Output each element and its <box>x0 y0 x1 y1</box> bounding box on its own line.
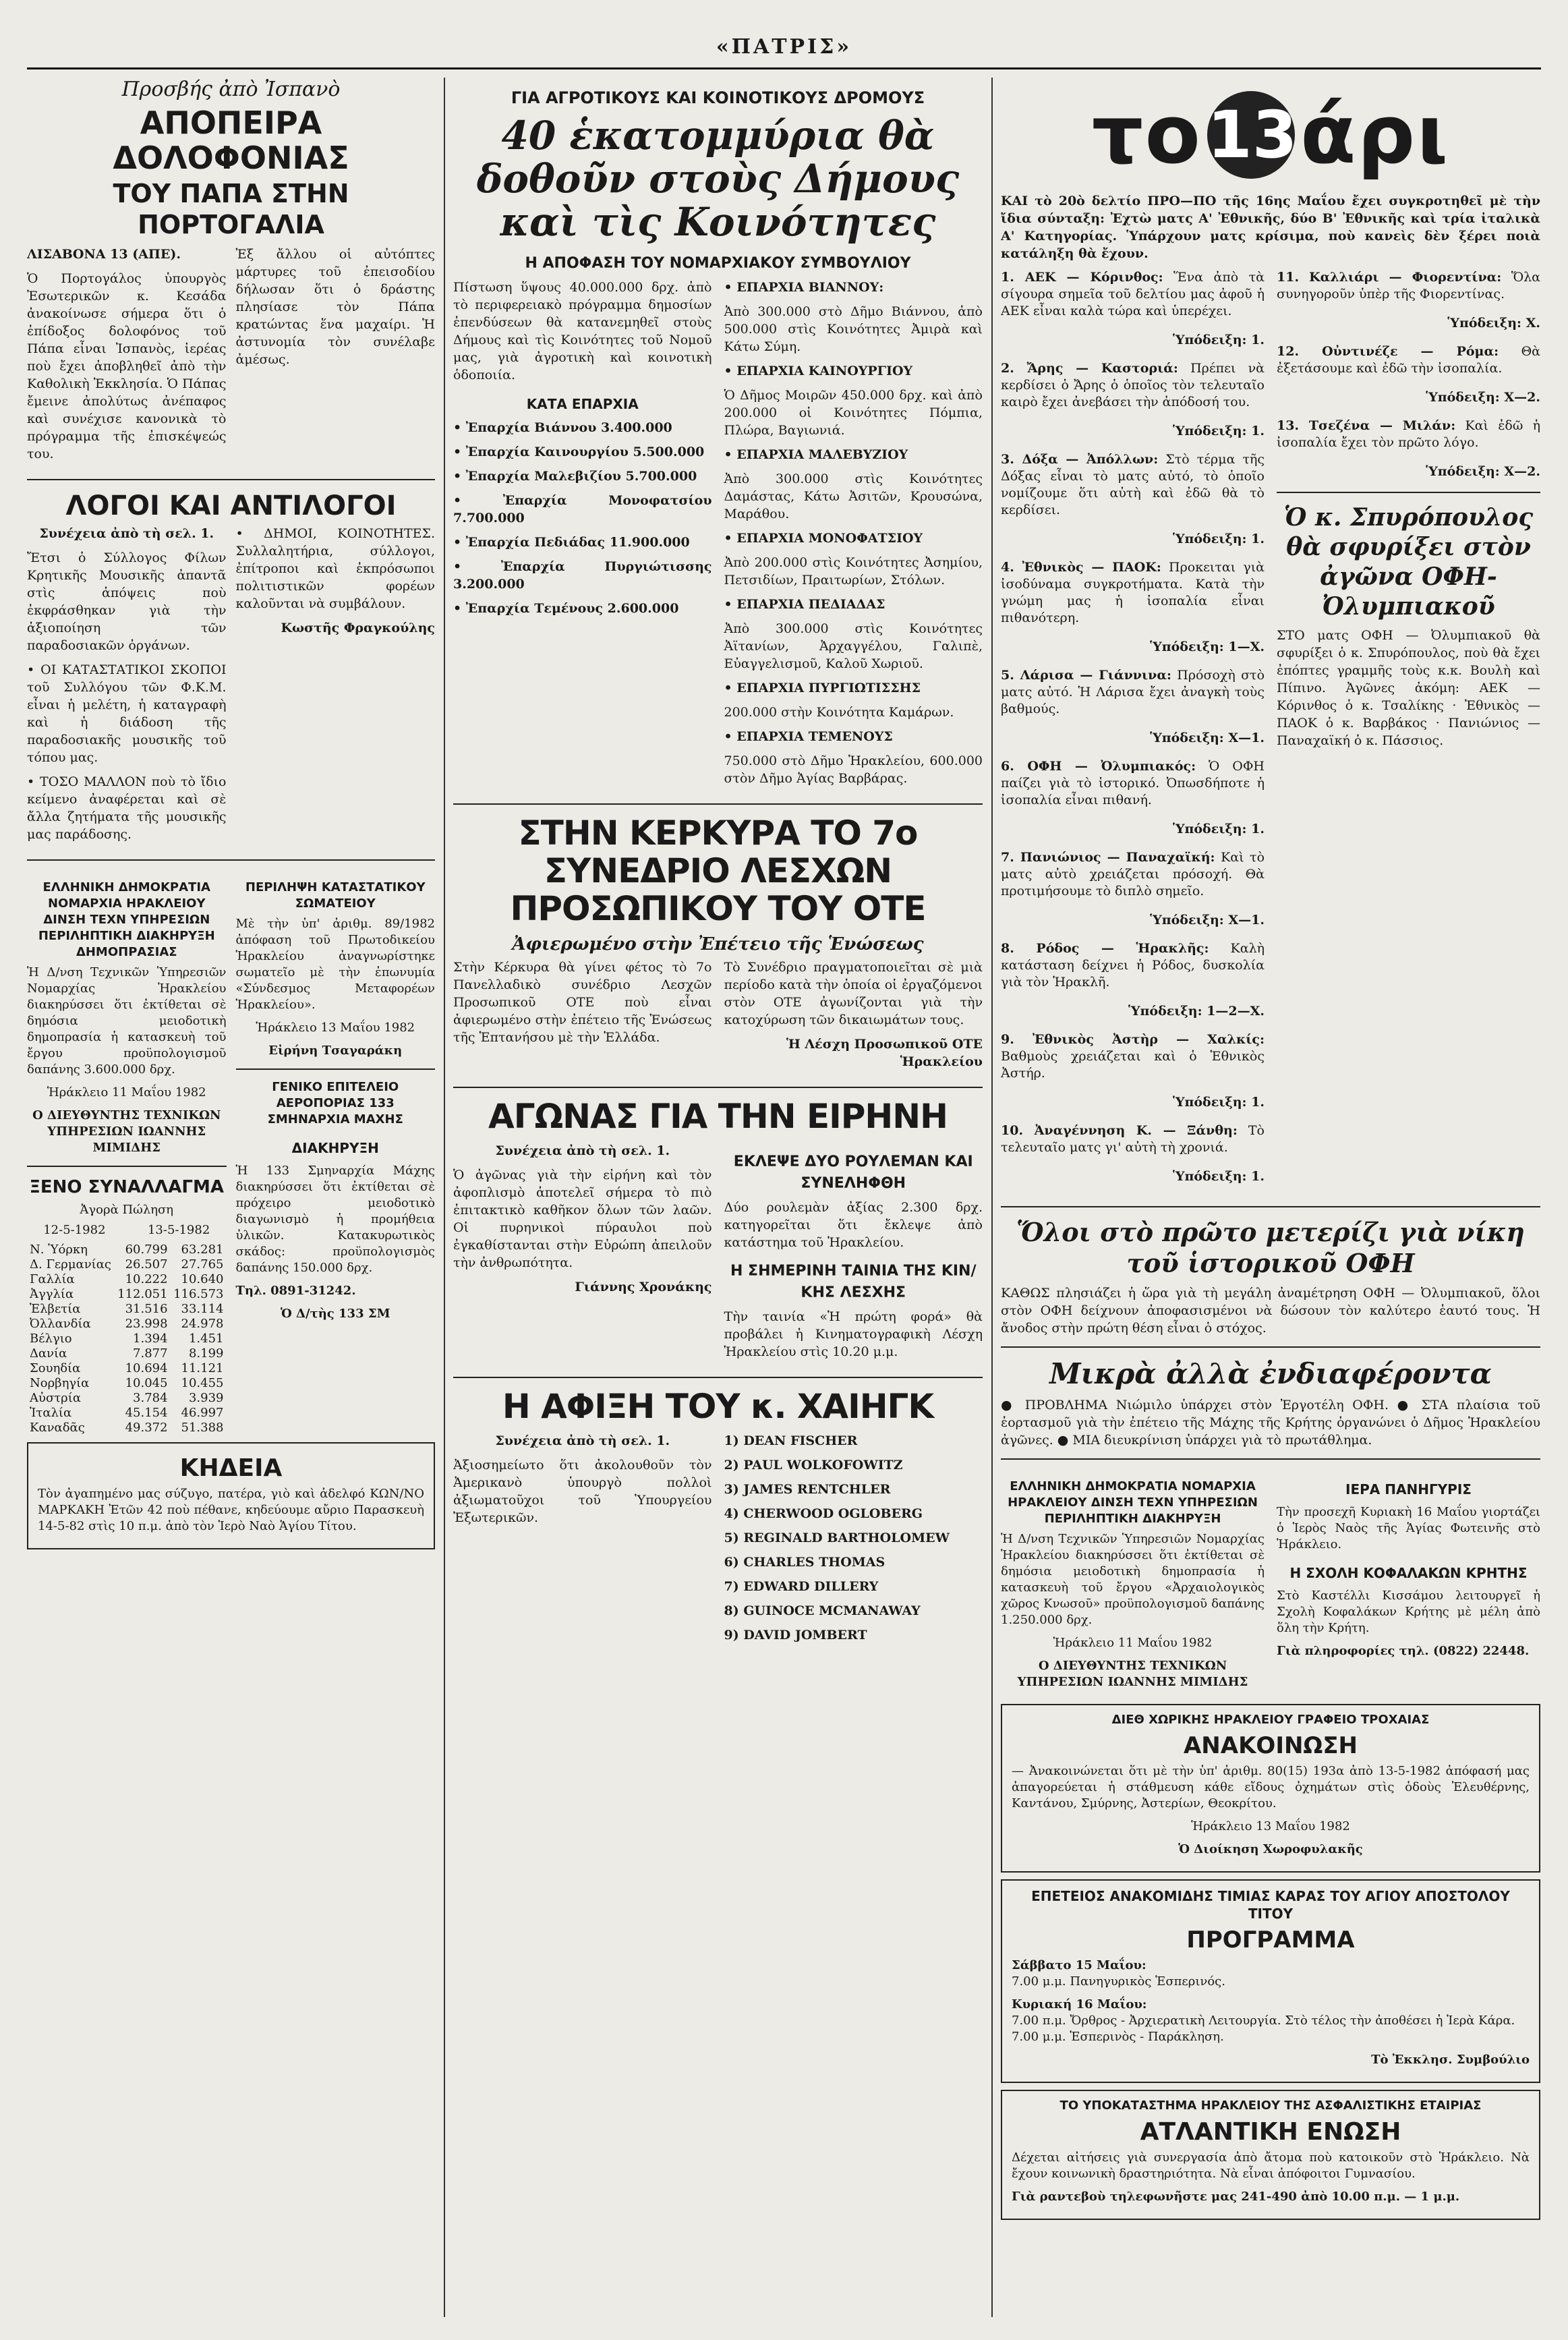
match-paragraph <box>1001 1122 1265 1156</box>
notice-title: ΑΤΛΑΝΤΙΚΗ ΕΝΩΣΗ <box>1140 2118 1401 2146</box>
notice-header: ΕΛΛΗΝΙΚΗ ΔΗΜΟΚΡΑΤΙΑ ΝΟΜΑΡΧΙΑ ΗΡΑΚΛΕΙΟΥ ΔΙΝΣΗ ΤΕΧΝ ΥΠΗΡΕΣΙΩΝ ΠΕΡΙΛΗΠΤΙΚΗ ΔΙΑΚΗΡΥΞΗ <box>1008 1479 1258 1526</box>
headline: ΤΟΥ ΠΑΠΑ ΣΤΗΝ ΠΟΡΤΟΓΑΛΙΑ <box>113 179 349 239</box>
fx-row <box>27 1287 227 1302</box>
headline: Μικρὰ ἀλλὰ ἐνδιαφέροντα <box>1049 1357 1492 1390</box>
match-item <box>1001 1031 1265 1110</box>
continuation-note: Συνέχεια ἀπὸ τὴ σελ. 1. <box>495 1433 670 1448</box>
name-item: 4) CHERWOOD OGLOBERG <box>724 1506 923 1521</box>
fx-currency: Νορβηγία <box>30 1376 90 1390</box>
brief-title: Η ΣΗΜΕΡΙΝΗ ΤΑΙΝΙΑ ΤΗΣ ΚΙΝ/ΚΗΣ ΛΕΣΧΗΣ <box>730 1263 977 1301</box>
pools-logo <box>1001 78 1540 192</box>
match-tip: Ὑπόδειξη: Χ. <box>1447 316 1540 331</box>
notice-date: Ἡράκλειο 11 Μαΐου 1982 <box>1053 1636 1213 1650</box>
province-text: 750.000 στὸ Δῆμο Ἡρακλείου, 600.000 στὸν Δῆμο Ἀγίας Βαρβάρας. <box>724 753 983 786</box>
program-day: Σάββατο 15 Μαΐου: <box>1012 1958 1146 1972</box>
column-left <box>27 78 435 2324</box>
fx-currency: Ἰταλία <box>30 1406 72 1420</box>
allocation-item: • Ἐπαρχία Μονοφατσίου 7.700.000 <box>453 493 712 525</box>
article-text: Ἐξ ἄλλου οἱ αὐτόπτες μάρτυρες τοῦ ἐπεισοδίου δήλωσαν ὅτι ὁ δράστης πλησίασε τὸν Πάπα κρατώντας ἕνα μαχαίρι. Ἡ ἀστυνομία τὸν συνέλαβε ἀμέσως. <box>235 247 435 367</box>
province-name: • ΕΠΑΡΧΙΑ ΤΕΜΕΝΟΥΣ <box>724 729 893 744</box>
fx-currency: Δανία <box>30 1346 67 1361</box>
notice-date: Ἡράκλειο 13 Μαΐου 1982 <box>256 1021 415 1035</box>
match-paragraph <box>1001 360 1265 411</box>
match-tip: Ὑπόδειξη: 1. <box>1172 532 1265 546</box>
province-text: 200.000 στὴν Κοινότητα Καμάρων. <box>724 705 954 720</box>
fx-rate: 60.799 <box>125 1243 168 1257</box>
allocation-item: • Ἐπαρχία Καινουργίου 5.500.000 <box>453 445 705 459</box>
headline: 40 ἑκατομμύρια θὰ δοθοῦν στοὺς Δήμους καὶ τὶς Κοινότητες <box>476 113 960 245</box>
name-item: 9) DAVID JOMBERT <box>724 1628 867 1643</box>
province-text: Ἀπὸ 200.000 στὶς Κοινότητες Ἀσημίου, Πετσιδίων, Πραιτωρίων, Στόλων. <box>724 555 983 588</box>
masthead: «ΠΑΤΡΙΣ» <box>716 35 852 59</box>
fx-rate: 51.388 <box>181 1421 224 1435</box>
article-text: • ΟΙ ΚΑΤΑΣΤΑΤΙΚΟΙ ΣΚΟΠΟΙ τοῦ Συλλόγου τῶν Φ.Κ.Μ. εἶναι ἡ μελέτη, ἡ καταγραφὴ καὶ ἡ διάδοση τῆς παραδοσιακῆς μουσικῆς τοῦ τόπου μας. <box>27 662 227 765</box>
match-title: 6. ΟΦΗ — Ὀλυμπιακός: <box>1001 759 1196 774</box>
match-tip: Ὑπόδειξη: 1. <box>1172 1095 1265 1110</box>
fx-row <box>27 1302 227 1317</box>
fx-currency: Δ. Γερμανίας <box>30 1257 111 1272</box>
masthead-rule <box>27 67 1541 69</box>
match-paragraph <box>1001 269 1265 320</box>
article-text: Στὴν Κέρκυρα θὰ γίνει φέτος τὸ 7ο Πανελλαδικὸ συνέδριο Λεσχῶν Προσωπικοῦ ΟΤΕ ποὺ εἶναι ἀφιερωμένο στὴν ἐπέτειο τῆς Ἑνώσεως τῆς Ἑπτανήσου μὲ τὴν Ἑλλάδα. <box>453 960 712 1045</box>
province-name: • ΕΠΑΡΧΙΑ ΜΟΝΟΦΑΤΣΙΟΥ <box>724 531 923 546</box>
notice-text: Μὲ τὴν ὑπ' ἀριθμ. 89/1982 ἀπόφαση τοῦ Πρωτοδικείου Ἡρακλείου ἀναγνωρίστηκε σωματεῖο μὲ τὴν ἐπωνυμία «Σύνδεσμος Μεταφορέων Ἡρακλείου». <box>235 917 435 1012</box>
province-text: Ἀπὸ 300.000 στὶς Κοινότητες Ἀϊτανίων, Ἀρχαγγέλου, Γαλιπὲ, Εὐαγγελισμοῦ, Καλοῦ Χωριοῦ. <box>724 621 983 671</box>
fx-rate: 1.451 <box>188 1332 224 1346</box>
notice-header: ΕΛΛΗΝΙΚΗ ΔΗΜΟΚΡΑΤΙΑ ΝΟΜΑΡΧΙΑ ΗΡΑΚΛΕΙΟΥ ΔΙΝΣΗ ΤΕΧΝ ΥΠΗΡΕΣΙΩΝ ΠΕΡΙΛΗΠΤΙΚΗ ΔΙΑΚΗΡΥΞΗ ΔΗΜΟΠΡΑΣΙΑΣ <box>38 880 215 959</box>
match-tip: Ὑπόδειξη: Χ—1. <box>1150 731 1265 745</box>
logo-text: άρι <box>1300 88 1450 182</box>
match-text: Πρόσοχὴ στὸ ματς αὐτό. Ἡ Λάρισα ἔχει ἀναγκὴ τοὺς βαθμούς. <box>1001 668 1265 716</box>
match-item <box>1277 269 1540 331</box>
notice-text: Δέχεται αἰτήσεις γιὰ συνεργασία ἀπὸ ἄτομα ποὺ κατοικοῦν στὸ Ἡράκλειο. Νὰ ἔχουν κοινωνικὴ δραστηριότητα. Νὰ εἶναι ἀπόφοιτοι Γυμνασίου. <box>1012 2150 1530 2181</box>
obituary-title: ΚΗΔΕΙΑ <box>179 1454 283 1482</box>
match-text: Καλὴ κατάσταση δείχνει ἡ Ρόδος, δυσκολία γιὰ τὸν Ἡρακλῆ. <box>1001 941 1265 990</box>
dateline: ΛΙΣΑΒΟΝΑ 13 (ΑΠΕ). <box>27 247 181 262</box>
fx-row <box>27 1376 227 1391</box>
fx-currency: Καναδᾶς <box>30 1421 85 1435</box>
author: Κωστῆς Φραγκούλης <box>281 621 435 635</box>
fx-rate: 31.516 <box>125 1302 168 1316</box>
fx-row <box>27 1346 227 1361</box>
fx-rate: 1.394 <box>133 1332 168 1346</box>
column-rule <box>991 78 993 2317</box>
match-text: Τὸ τελευταῖο ματς γι' αὐτὴ τὴ χρονιά. <box>1001 1123 1265 1155</box>
article-text: • ΤΟΣΟ ΜΑΛΛΟΝ ποὺ τὸ ἴδιο κείμενο ἀναφέρεται καὶ σὲ ἄλλα ζητήματα τῆς μουσικῆς μας παράδοσης. <box>27 774 227 842</box>
match-paragraph <box>1001 1031 1265 1082</box>
notice-header: ΠΕΡΙΛΗΨΗ ΚΑΤΑΣΤΑΤΙΚΟΥ ΣΩΜΑΤΕΙΟΥ <box>245 880 426 911</box>
notice-text: Τὴν προσεχῆ Κυριακὴ 16 Μαΐου γιορτάζει ὁ Ἱερὸς Ναὸς τῆς Ἁγίας Φωτεινῆς στὸ Ἡράκλειο. <box>1277 1505 1540 1551</box>
match-title: 9. Ἐθνικὸς Ἀστὴρ — Χαλκίς: <box>1001 1032 1265 1047</box>
province-name: • ΕΠΑΡΧΙΑ ΚΑΙΝΟΥΡΓΙΟΥ <box>724 364 913 378</box>
brief-text: Δύο ρουλεμὰν ἀξίας 2.300 δρχ. κατηγορεῖται ὅτι ἔκλεψε ἀπὸ κατάστημα τοῦ Ἡρακλείου. <box>724 1200 983 1250</box>
match-item <box>1001 451 1265 546</box>
notice-title: ΠΡΟΓΡΑΜΜΑ <box>1186 1927 1355 1953</box>
fx-row <box>27 1317 227 1332</box>
headline: Ὅλοι στὸ πρῶτο μετερίζι γιὰ νίκη τοῦ ἱστορικοῦ ΟΦΗ <box>1016 1217 1525 1278</box>
match-text: Καὶ τὸ ματς αὐτὸ χρειάζεται πρόσοχή. Θὰ προτιμήσουμε τὸ διπλὸ σημεῖο. <box>1001 850 1265 898</box>
notice-signature: Τὸ Ἐκκλησ. Συμβούλιο <box>1371 2053 1530 2067</box>
fx-row <box>27 1332 227 1346</box>
match-title: 3. Δόξα — Ἀπόλλων: <box>1001 452 1159 467</box>
notice-text: Ἡ Δ/νση Τεχνικῶν Ὑπηρεσιῶν Νομαρχίας Ἡρακλείου διακηρύσσει ὅτι ἐκτίθεται σὲ δημόσια μειοδοτικὴ δημοπρασία ἡ κατασκευὴ τοῦ ἔργου προϋπολογισμοῦ δαπάνης 3.600.000 δρχ. <box>27 965 227 1077</box>
match-paragraph <box>1277 343 1540 377</box>
fx-rate: 10.045 <box>125 1376 168 1390</box>
match-paragraph <box>1001 451 1265 519</box>
match-tip: Ὑπόδειξη: 1—2—Χ. <box>1128 1004 1265 1019</box>
province-name: • ΕΠΑΡΧΙΑ ΠΕΔΙΑΔΑΣ <box>724 597 885 612</box>
name-item: 5) REGINALD BARTHOLOMEW <box>724 1531 950 1545</box>
fx-subtitle: Ἀγορὰ Πώληση <box>80 1203 174 1217</box>
match-title: 11. Καλλιάρι — Φιορεντίνα: <box>1277 270 1502 285</box>
continuation-note: Συνέχεια ἀπὸ τὴ σελ. 1. <box>39 526 214 541</box>
match-title: 10. Ἀναγέννηση Κ. — Ξάνθη: <box>1001 1123 1238 1138</box>
match-list <box>1277 269 1540 479</box>
program-text: 7.00 π.μ. Ὄρθρος - Ἀρχιερατικὴ Λειτουργία. Στὸ τέλος τὴν ἀποθέσει ἡ Ἱερὰ Κάρα. <box>1012 2014 1515 2028</box>
fx-rate: 10.222 <box>125 1272 168 1286</box>
match-item <box>1001 940 1265 1019</box>
fx-rate: 63.281 <box>181 1243 224 1257</box>
fx-currency: Γαλλία <box>30 1272 75 1286</box>
article-text: ● ΠΡΟΒΛΗΜΑ Νιώμιλο ὑπάρχει στὸν Ἐργοτέλη ΟΦΗ. ● ΣΤΑ πλαίσια τοῦ ἐορτασμοῦ γιὰ τὴν ἐπέτειο τῆς Μάχης τῆς Κρήτης ὀργανώνει ὁ Δῆμος Ἡρακλείου ἀγῶνες. ● ΜΙΑ διευκρίνιση ὑπάρχει γιὰ τὸ πρωτάθλημα. <box>1001 1398 1540 1448</box>
fx-row <box>27 1406 227 1421</box>
headline: ΑΓΩΝΑΣ ΓΙΑ ΤΗΝ ΕΙΡΗΝΗ <box>488 1097 948 1136</box>
match-title: 7. Πανιώνιος — Παναχαϊκή: <box>1001 850 1215 865</box>
match-title: 4. Ἐθνικὸς — ΠΑΟΚ: <box>1001 560 1161 575</box>
fx-currency: Ἀγγλία <box>30 1287 74 1301</box>
notice-signature: Ο ΔΙΕΥΘΥΝΤΗΣ ΤΕΧΝΙΚΩΝ ΥΠΗΡΕΣΙΩΝ ΙΩΑΝΝΗΣ ΜΙΜΙΔΗΣ <box>32 1108 221 1155</box>
notice-text: — Ἀνακοινώνεται ὅτι μὲ τὴν ὑπ' ἀριθμ. 80(15) 193α ἀπὸ 13-5-1982 ἀπόφασή μας ἀπαγορεύεται ἡ στάθμευση κάθε εἴδους ὀχημάτων στὶς ὁδοὺς Ἐλευθέρνης, Καντάνου, Σμύρνης, Ἀστερίων, Θεοκρίτου. <box>1012 1764 1530 1810</box>
logo-number: 13 <box>1207 91 1295 179</box>
fx-row <box>27 1272 227 1287</box>
column-middle <box>453 78 983 2324</box>
program-day: Κυριακή 16 Μαΐου: <box>1012 1997 1147 2011</box>
match-tip: Ὑπόδειξη: 1. <box>1172 822 1265 836</box>
continuation-note: Συνέχεια ἀπὸ τὴ σελ. 1. <box>495 1143 670 1158</box>
match-text: Ἕνα ἀπὸ τὰ σίγουρα σημεῖα τοῦ δελτίου μας ἀφοῦ ἡ ΑΕΚ εἶναι καλὰ τώρα καὶ ὑπερέχει. <box>1001 270 1265 318</box>
match-item <box>1277 418 1540 479</box>
fx-rate: 3.784 <box>133 1391 168 1405</box>
notice-text: Στὸ Καστέλλι Κισσάμου λειτουργεῖ ἡ Σχολὴ Κοφαλάκων Κρήτης μὲ μέλη ἀπὸ ὅλη τὴν Κρήτη. <box>1277 1589 1540 1635</box>
match-item <box>1001 667 1265 745</box>
logo-text: το <box>1091 88 1202 182</box>
fx-rate: 7.877 <box>133 1346 168 1361</box>
article-lead: ΚΑΙ τὸ 20ὸ δελτίο ΠΡΟ—ΠΟ τῆς 16ης Μαΐου ἔχει συγκροτηθεῖ μὲ τὴν ἴδια σύνταξη: Ἐχτὼ ματς Α' Ἐθνικῆς, δύο Β' Ἐθνικῆς καὶ τρία ἰταλικὰ Α' Κατηγορίας. Ὑπάρχουν ματς κρίσιμα, ποὺ κανεὶς δὲν ξέρει ποιὰ κατάληξη θὰ ἔχουν. <box>1001 194 1540 261</box>
article-kicker: ΓΙΑ ΑΓΡΟΤΙΚΟΥΣ ΚΑΙ ΚΟΙΝΟΤΙΚΟΥΣ ΔΡΟΜΟΥΣ <box>511 88 925 107</box>
allocation-item: • Ἐπαρχία Βιάννου 3.400.000 <box>453 420 672 435</box>
match-paragraph <box>1277 418 1540 451</box>
match-text: Ὅλα συνηγοροῦν ὑπὲρ τῆς Φιορεντίνας. <box>1277 270 1540 302</box>
match-paragraph <box>1277 269 1540 303</box>
province-text: Ἀπὸ 300.000 στὶς Κοινότητες Δαμάστας, Κάτω Ἀσιτῶν, Κρουσώνα, Μαράθου. <box>724 472 983 521</box>
match-item <box>1001 559 1265 654</box>
match-title: 12. Οὐντινέζε — Ρόμα: <box>1277 344 1499 359</box>
notice-header: ΕΠΕΤΕΙΟΣ ΑΝΑΚΟΜΙΔΗΣ ΤΙΜΙΑΣ ΚΑΡΑΣ ΤΟΥ ΑΓΙΟΥ ΑΠΟΣΤΟΛΟΥ ΤΙΤΟΥ <box>1031 1888 1510 1922</box>
match-text: Προκειται γιὰ ἰσοδύναμα συγκροτήματα. Κατὰ τὴν γνώμη μας ἡ ἰσοπαλία εἶναι πιθανότερη. <box>1001 560 1265 625</box>
province-name: • ΕΠΑΡΧΙΑ ΒΙΑΝΝΟΥ: <box>724 280 884 295</box>
fx-rate: 112.051 <box>117 1287 168 1301</box>
fx-date: 13-5-1982 <box>147 1223 210 1237</box>
name-item: 6) CHARLES THOMAS <box>724 1555 885 1570</box>
fx-rate: 49.372 <box>125 1421 168 1435</box>
notice-signature: Ὁ Δ/τὴς 133 ΣΜ <box>280 1307 390 1321</box>
author: Γιάννης Χρονάκης <box>575 1280 712 1294</box>
match-paragraph <box>1001 849 1265 900</box>
match-text: Θὰ ἐξετάσουμε καὶ ἐδῶ τὴν ἰσοπαλία. <box>1277 344 1540 376</box>
allocation-item: • Ἐπαρχία Μαλεβιζίου 5.700.000 <box>453 469 697 484</box>
notice-text: Ἡ Δ/νση Τεχνικῶν Ὑπηρεσιῶν Νομαρχίας Ἡρακλείου διακηρύσσει ὅτι ἐκτίθεται σὲ δημόσια μειοδοτικὴ δημοπρασία ἡ κατασκευὴ τοῦ ἔργου «Ἀρχαιολογικὸς χῶρος Κνωσοῦ» προϋπολογισμοῦ δαπάνης 1.250.000 δρχ. <box>1001 1532 1265 1627</box>
article-text: Ἔτσι ὁ Σύλλογος Φίλων Κρητικῆς Μουσικῆς ἀπαντᾶ στὶς ἀπόψεις ποὺ ἐκφράσθηκαν γιὰ τὴν ἀξιοποίηση τῶν παραδοσιακῶν ὀργάνων. <box>27 550 227 653</box>
match-tip: Ὑπόδειξη: Χ—1. <box>1150 913 1265 928</box>
name-item: 1) DEAN FISCHER <box>724 1433 858 1448</box>
author: Ἡ Λέσχη Προσωπικοῦ ΟΤΕ Ἡρακλείου <box>786 1037 983 1069</box>
match-paragraph <box>1001 559 1265 627</box>
match-title: 2. Ἄρης — Καστοριά: <box>1001 361 1178 376</box>
match-item <box>1001 758 1265 836</box>
match-title: 5. Λάρισα — Γιάννινα: <box>1001 668 1171 683</box>
notice-phone: Γιὰ πληροφορίες τηλ. (0822) 22448. <box>1277 1644 1530 1658</box>
fx-rate: 27.765 <box>181 1257 224 1272</box>
headline: ΑΠΟΠΕΙΡΑ ΔΟΛΟΦΟΝΙΑΣ <box>113 105 349 176</box>
match-text: Πρέπει νὰ κερδίσει ὁ Ἄρης ὁ ὁποῖος τὸν τελευταῖο καιρὸ ἔχει ἀνεβάσει τὴν ἀπόδοσή του. <box>1001 361 1265 409</box>
notice-date: Ἡράκλειο 13 Μαΐου 1982 <box>1191 1819 1350 1833</box>
fx-rate: 8.199 <box>188 1346 224 1361</box>
fx-rate: 46.997 <box>181 1406 224 1420</box>
article-kicker: Προσβής ἀπὸ Ἰσπανὸ <box>121 78 341 101</box>
notice-title: ΑΝΑΚΟΙΝΩΣΗ <box>1183 1732 1358 1759</box>
match-tip: Ὑπόδειξη: 1. <box>1172 1169 1265 1184</box>
column-right <box>1001 78 1540 2324</box>
fx-title: ΞΕΝΟ ΣΥΝΑΛΛΑΓΜΑ <box>29 1177 224 1197</box>
match-text: Καὶ ἐδῶ ἡ ἰσοπαλία ἔχει τὸν πρῶτο λόγο. <box>1277 418 1540 450</box>
fx-rate: 23.998 <box>125 1317 168 1331</box>
notice-signature: Ὁ Διοίκηση Χωροφυλακῆς <box>1178 1842 1363 1856</box>
fx-row <box>27 1391 227 1406</box>
fx-row <box>27 1243 227 1257</box>
article-text: Ὁ Πορτογάλος ὑπουργὸς Ἐσωτερικῶν κ. Κεσάδα ἀνακοίνωσε σήμερα ὅτι ὁ ἐπίδοξος δολοφόνος τοῦ Πάπα εἶναι Ἰσπανὸς, ἰερέας ποὺ ἔχει ἀποβληθεῖ ἀπὸ τὴν Καθολικὴ Ἐκκλησία. Ὁ Πάπας ἔμεινε ἀπολύτως ἀνέπαφος καὶ συνέχισε κανονικὰ τὸ πρόγραμμα τῆς ἐπισκέψεώς του. <box>27 271 227 461</box>
column-rule <box>444 78 445 2317</box>
match-item <box>1001 1122 1265 1184</box>
province-name: • ΕΠΑΡΧΙΑ ΜΑΛΕΒΥΖΙΟΥ <box>724 447 908 462</box>
fx-row <box>27 1361 227 1376</box>
program-text: 7.00 μ.μ. Ἑσπερινὸς - Παράκληση. <box>1012 2030 1224 2044</box>
fx-currency: Αὐστρία <box>30 1391 81 1405</box>
subheadline: Η ΑΠΟΦΑΣΗ ΤΟΥ ΝΟΜΑΡΧΙΑΚΟΥ ΣΥΜΒΟΥΛΙΟΥ <box>525 255 911 272</box>
name-item: 3) JAMES RENTCHLER <box>724 1482 891 1497</box>
notice-text: Ἡ 133 Σμηναρχία Μάχης διακηρύσσει ὅτι ἐκτίθεται σὲ πρόχειρο μειοδοτικὸ διαγωνισμὸ ἡ προμήθεια ὑλικῶν. Κατακυρωτικὸς σκάδος: προϋπολογισμὸς δαπάνης 150.000 δρχ. <box>235 1164 435 1275</box>
fx-rate: 45.154 <box>125 1406 168 1420</box>
headline: Ὁ κ. Σπυρόπουλος θὰ σφυρίξει στὸν ἀγῶνα ΟΦΗ-Ὀλυμπιακοῦ <box>1283 503 1534 621</box>
fx-currency: Ἑλβετία <box>30 1302 81 1316</box>
notice-header: ΓΕΝΙΚΟ ΕΠΙΤΕΛΕΙΟ ΑΕΡΟΠΟΡΙΑΣ 133 ΣΜΗΝΑΡΧΙΑ ΜΑΧΗΣ <box>267 1080 403 1126</box>
notice-signature: Ο ΔΙΕΥΘΥΝΤΗΣ ΤΕΧΝΙΚΩΝ ΥΠΗΡΕΣΙΩΝ ΙΩΑΝΝΗΣ ΜΙΜΙΔΗΣ <box>1017 1659 1248 1689</box>
notice-date: Ἡράκλειο 11 Μαΐου 1982 <box>47 1085 206 1100</box>
match-item <box>1001 360 1265 438</box>
match-tip: Ὑπόδειξη: Χ—2. <box>1426 390 1540 405</box>
notice-signature: Εἰρήνη Τσαγαράκη <box>268 1044 403 1058</box>
article-text: Τὸ Συνέδριο πραγματοποιεῖται σὲ μιὰ περίοδο κατὰ τὴν ὁποία οἱ ἐργαζόμενοι στὸν ΟΤΕ ἀγωνίζονται γιὰ τὴν κατοχύρωση τῶν δικαιωμάτων τους. <box>724 960 983 1027</box>
article-text: ΚΑΘΩΣ πλησιάζει ἡ ὥρα γιὰ τὴ μεγάλη ἀναμέτρηση ΟΦΗ — Ὀλυμπιακοῦ, ὅλοι στὸν ΟΦΗ δείχνουν ἀποφασισμένοι νὰ δώσουν τὸν καλύτερο ἑαυτό τους. Ἡ ἄνοδος στὴν πρώτη θέση εἶναι ὁ στόχος. <box>1001 1286 1540 1336</box>
fx-row <box>27 1421 227 1435</box>
headline: ΣΤΗΝ ΚΕΡΚΥΡΑ ΤΟ 7ο ΣΥΝΕΔΡΙΟ ΛΕΣΧΩΝ ΠΡΟΣΩΠΙΚΟΥ ΤΟΥ ΟΤΕ <box>510 814 926 928</box>
fx-rate: 33.114 <box>181 1302 224 1316</box>
article-text: Ἀξιοσημείωτο ὅτι ἀκολουθοῦν τὸν Ἀμερικανὸ ὑπουργὸ πολλοὶ ἀξιωματοῦχοι τοῦ Ὑπουργείου Ἐξωτερικῶν. <box>453 1458 712 1525</box>
match-paragraph <box>1001 758 1265 809</box>
notice-title: Η ΣΧΟΛΗ ΚΟΦΑΛΑΚΩΝ ΚΡΗΤΗΣ <box>1289 1565 1528 1581</box>
province-text: Ἀπὸ 300.000 στὸ Δῆμο Βιάννου, ἀπὸ 500.000 στὶς Κοινότητες Ἀμιρὰ καὶ Κάτω Σύμη. <box>724 304 983 354</box>
allocation-list <box>453 419 712 617</box>
match-text: Ὁ ΟΦΗ παίζει γιὰ τὸ ἱστορικό. Ὀπωσδήποτε ἡ ἰσοπαλία εἶναι πιθανή. <box>1001 759 1265 807</box>
article-text: ΣΤΟ ματς ΟΦΗ — Ὀλυμπιακοῦ θὰ σφυρίξει ὁ κ. Σπυρόπουλος, ποὺ θὰ ἔχει ἐπόπτες γραμμῆς τοὺς κ.κ. Βουλὴ καὶ Πίπινο. Ἀγῶνες ἀκόμη: ΑΕΚ — Κόρινθος ὁ κ. Τσαλίκης · Ἐθνικὸς — ΠΑΟΚ ὁ κ. Βαρβάκος · Πανιώνιος — Παναχαϊκή ὁ κ. Πάσσιος. <box>1277 628 1540 748</box>
match-item <box>1001 849 1265 928</box>
headline: ΛΟΓΟΙ ΚΑΙ ΑΝΤΙΛΟΓΟΙ <box>65 490 397 521</box>
match-text: Βαθμοὺς χρειάζεται καὶ ὁ Ἐθνικὸς Ἀστήρ. <box>1001 1049 1265 1081</box>
notice-phone: Γιὰ ραντεβοὺ τηλεφωνῆστε μας 241-490 ἀπὸ 10.00 π.μ. — 1 μ.μ. <box>1012 2190 1460 2204</box>
allocation-item: • Ἐπαρχία Πυργιώτισσης 3.200.000 <box>453 559 712 592</box>
name-item: 2) PAUL WOLKOFOWITZ <box>724 1458 903 1473</box>
fx-rate: 10.455 <box>181 1376 224 1390</box>
fx-rate: 3.939 <box>188 1391 224 1405</box>
article-text: • ΔΗΜΟΙ, ΚΟΙΝΟΤΗΤΕΣ. Συλλαλητήρια, σύλλογοι, ἐπίτροποι καὶ ἐκπρόσωποι πολιτιστικῶν φορέων καλοῦνται νὰ συμβάλουν. <box>235 526 435 611</box>
fx-currency: Βέλγιο <box>30 1332 72 1346</box>
program-text: 7.00 μ.μ. Πανηγυρικὸς Ἑσπερινός. <box>1012 1974 1225 1989</box>
match-paragraph <box>1001 667 1265 718</box>
fx-rate: 10.694 <box>125 1361 168 1375</box>
province-text: Ὁ Δῆμος Μοιρῶν 450.000 δρχ. καὶ ἀπὸ 200.000 οἱ Κοινότητες Πόμπια, Πλώρα, Βαγιωνιά. <box>724 388 983 438</box>
article-text: Ὁ ἀγῶνας γιὰ τὴν εἰρήνη καὶ τὸν ἀφοπλισμὸ ἀποτελεῖ σήμερα τὸ πιὸ ἐπιτακτικὸ καθῆκον ὅλων τῶν λαῶν. Οἱ πυρηνικοὶ πύραυλοι ποὺ ἐγκαθίστανται στὴν Εὐρώπη ἀπειλοῦν τὴν ἀνθρωπότητα. <box>453 1168 712 1270</box>
fx-rate: 10.640 <box>181 1272 224 1286</box>
names-list <box>724 1432 983 1651</box>
fx-currency: Ν. Ὑόρκη <box>30 1243 88 1257</box>
article-text: Πίστωση ὕψους 40.000.000 δρχ. ἀπὸ τὸ περιφερειακὸ πρόγραμμα δημοσίων ἐπενδύσεων θὰ κατανεμηθεῖ στοὺς Δήμους καὶ τὶς Κοινότητες τοῦ Νομοῦ μας, γιὰ ἀγροτικὴ καὶ κοινοτικὴ ὁδοποιία. <box>453 280 712 382</box>
fx-row <box>27 1257 227 1272</box>
fx-currency: Σουηδία <box>30 1361 81 1375</box>
notice-header: ΔΙΕΘ ΧΩΡΙΚΗΣ ΗΡΑΚΛΕΙΟΥ ΓΡΑΦΕΙΟ ΤΡΟΧΑΙΑΣ <box>1111 1713 1430 1727</box>
match-tip: Ὑπόδειξη: Χ—2. <box>1426 464 1540 479</box>
notice-phone: Τηλ. 0891-31242. <box>235 1284 356 1298</box>
fx-date: 12-5-1982 <box>43 1223 106 1237</box>
province-list <box>724 279 983 787</box>
notice-header: ΤΟ ΥΠΟΚΑΤΑΣΤΗΜΑ ΗΡΑΚΛΕΙΟΥ ΤΗΣ ΑΣΦΑΛΙΣΤΙΚΗΣ ΕΤΑΙΡΙΑΣ <box>1059 2099 1482 2113</box>
fx-rate: 26.507 <box>125 1257 168 1272</box>
obituary-text: Τὸν ἀγαπημένο μας σύζυγο, πατέρα, γιὸ καὶ ἀδελφό ΚΩΝ/ΝΟ ΜΑΡΚΑΚΗ Ἐτῶν 42 ποὺ πέθανε, κηδεύουμε αὔριο Παρασκευὴ 14-5-82 στὶς 10 π.μ. ἀπὸ τὸν Ἱερὸ Ναὸ Ἁγίου Τίτου. <box>38 1487 424 1533</box>
fx-rate: 24.978 <box>181 1317 224 1331</box>
notice-subtitle: ΔΙΑΚΗΡΥΞΗ <box>291 1140 379 1156</box>
match-tip: Ὑπόδειξη: 1—Χ. <box>1150 639 1265 654</box>
match-tip: Ὑπόδειξη: 1. <box>1172 424 1265 438</box>
match-title: 13. Τσεζένα — Μιλάν: <box>1277 418 1456 433</box>
fx-table <box>27 1243 227 1435</box>
brief-title: ΕΚΛΕΨΕ ΔΥΟ ΡΟΥΛΕΜΑΝ ΚΑΙ ΣΥΝΕΛΗΦΘΗ <box>733 1153 973 1192</box>
notice-title: ΙΕΡΑ ΠΑΝΗΓΥΡΙΣ <box>1345 1481 1472 1497</box>
match-title: 1. ΑΕΚ — Κόρινθος: <box>1001 270 1163 285</box>
brief-text: Τὴν ταινία «Ἡ πρώτη φορά» θὰ προβάλει ἡ Κινηματογραφικὴ Λέσχη Ἡρακλείου στὶς 10.20 μ.μ. <box>724 1309 983 1359</box>
match-text: Στὸ τέρμα τῆς Δόξας εἶναι τὸ ματς αὐτό, τὸ ὁποῖο νομίζουμε ὅτι αὐτὴ καὶ ἐδῶ θὰ τὸ κερδίσει. <box>1001 452 1265 517</box>
name-item: 8) GUINOCE MCMANAWAY <box>724 1603 921 1618</box>
match-item <box>1277 343 1540 405</box>
match-item <box>1001 269 1265 347</box>
match-tip: Ὑπόδειξη: 1. <box>1172 333 1265 347</box>
fx-currency: Ὀλλανδία <box>30 1317 91 1331</box>
allocation-item: • Ἐπαρχία Πεδιάδας 11.900.000 <box>453 535 690 550</box>
allocation-item: • Ἐπαρχία Τεμένους 2.600.000 <box>453 601 679 616</box>
match-paragraph <box>1001 940 1265 991</box>
subheadline: Ἀφιερωμένο στὴν Ἐπέτειο τῆς Ἑνώσεως <box>512 934 924 954</box>
fx-rate: 11.121 <box>181 1361 224 1375</box>
match-title: 8. Ρόδος — Ἡρακλῆς: <box>1001 941 1209 956</box>
section-label: ΚΑΤΑ ΕΠΑΡΧΙΑ <box>526 396 639 412</box>
match-list <box>1001 269 1265 1197</box>
name-item: 7) EDWARD DILLERY <box>724 1579 879 1594</box>
fx-rate: 116.573 <box>173 1287 224 1301</box>
headline: Η ΑΦΙΞΗ ΤΟΥ κ. ΧΑΙΗΓΚ <box>502 1387 934 1426</box>
province-name: • ΕΠΑΡΧΙΑ ΠΥΡΓΙΩΤΙΣΣΗΣ <box>724 681 921 695</box>
